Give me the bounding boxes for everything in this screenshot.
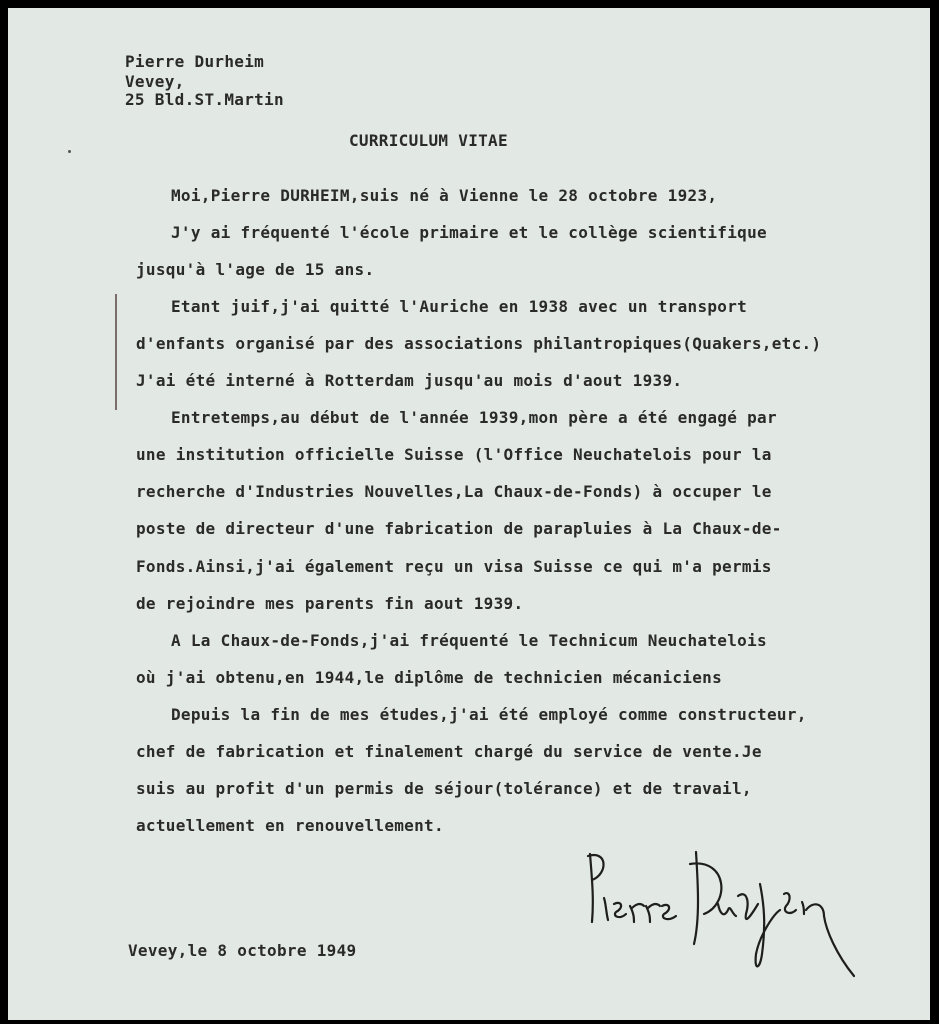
body-line: Moi,Pierre DURHEIM,suis né à Vienne le 28 octobre 1923, (171, 186, 718, 205)
body-line: de rejoindre mes parents fin aout 1939. (136, 594, 524, 613)
body-line: J'y ai fréquenté l'école primaire et le collège scientifique (171, 223, 767, 242)
body-line: A La Chaux-de-Fonds,j'ai fréquenté le Technicum Neuchatelois (171, 631, 767, 650)
body-line: chef de fabrication et finalement chargé du service de vente.Je (136, 742, 762, 761)
body-line: Etant juif,j'ai quitté l'Auriche en 1938 avec un transport (171, 297, 748, 316)
handwritten-signature (578, 844, 868, 984)
sender-name: Pierre Durheim (125, 52, 265, 71)
body-line: une institution officielle Suisse (l'Office Neuchatelois pour la (136, 445, 772, 464)
body-line: Fonds.Ainsi,j'ai également reçu un visa Suisse ce qui m'a permis (136, 557, 772, 576)
margin-mark (115, 294, 117, 410)
body-line: recherche d'Industries Nouvelles,La Chaux-de-Fonds) à occuper le (136, 482, 772, 501)
body-line: actuellement en renouvellement. (136, 816, 444, 835)
date-line: Vevey,le 8 octobre 1949 (128, 941, 357, 960)
body-line: où j'ai obtenu,en 1944,le diplôme de technicien mécaniciens (136, 668, 723, 687)
body-line: J'ai été interné à Rotterdam jusqu'au mois d'aout 1939. (136, 371, 683, 390)
body-line: d'enfants organisé par des associations philantropiques(Quakers,etc.) (136, 334, 822, 353)
body-line: Entretemps,au début de l'année 1939,mon père a été engagé par (171, 408, 777, 427)
document-page (8, 8, 930, 1020)
document-title: CURRICULUM VITAE (349, 131, 508, 150)
body-line: Depuis la fin de mes études,j'ai été employé comme constructeur, (171, 705, 807, 724)
body-line: suis au profit d'un permis de séjour(tolérance) et de travail, (136, 779, 752, 798)
sender-street: 25 Bld.ST.Martin (125, 90, 284, 109)
sender-city: Vevey, (125, 72, 185, 91)
paper-speck (68, 150, 71, 153)
body-line: jusqu'à l'age de 15 ans. (136, 260, 375, 279)
body-line: poste de directeur d'une fabrication de parapluies à La Chaux-de- (136, 519, 782, 538)
